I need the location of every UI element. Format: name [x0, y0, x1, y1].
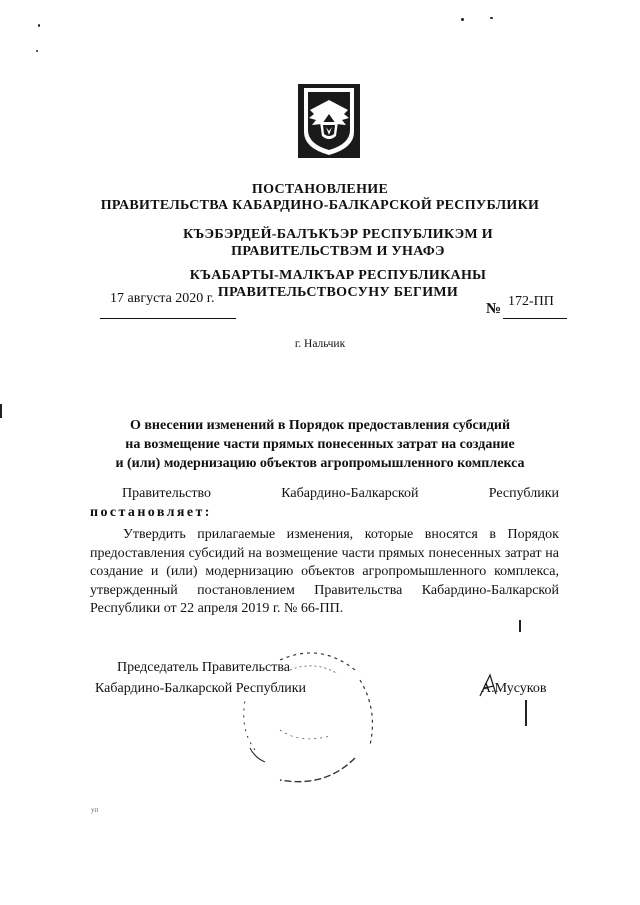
government-line: [122, 486, 559, 502]
title-line-3: и (или) модернизацию объектов агропромышленного комплекса: [115, 456, 525, 471]
document-date: 17 августа 2020 г.: [110, 291, 215, 306]
title-line-1: О внесении изменений в Порядок предоставления субсидий: [129, 418, 511, 433]
scan-speck: [0, 404, 2, 418]
gov-word-1: Правительство: [122, 486, 211, 501]
gov-word-3: Республики: [488, 486, 559, 501]
authority-kabardian: КЪЭБЭРДЕЙ-БАЛЪКЪЭР РЕСПУБЛИКЭМ И ПРАВИТЕЛЬСТВЭМ И УНАФЭ: [183, 227, 493, 259]
scan-speck: [38, 24, 40, 27]
coat-of-arms-emblem: [298, 84, 360, 158]
margin-mark: [519, 620, 521, 632]
footer-note: уп: [91, 806, 99, 814]
scan-speck: [36, 50, 38, 52]
margin-mark: [525, 700, 527, 726]
gov-word-2: Кабардино-Балкарской: [281, 486, 419, 501]
scan-speck: [490, 17, 493, 19]
title-line-2: на возмещение части прямых понесенных затрат на создание: [125, 437, 515, 452]
body-paragraph: Утвердить прилагаемые изменения, которые вносятся в Порядок предоставления субсидий на возмещение части прямых понесенных затрат на создание и (или) модернизацию объектов агропромышленного комплекса, утвержденный постановлением Правительства Кабардино-Балкарской Республики от 22 апреля 2019 г. № 66-ПП.: [90, 527, 559, 616]
number-underline: [503, 318, 567, 319]
decree-word: постановляет:: [90, 505, 212, 520]
signer-position-line-2: Кабардино-Балкарской Республики: [95, 681, 306, 696]
number-sign: №: [486, 301, 502, 317]
place-of-issue: г. Нальчик: [294, 338, 346, 350]
document-type: ПОСТАНОВЛЕНИЕ: [251, 182, 389, 197]
date-underline: [100, 318, 236, 319]
authority-russian: ПРАВИТЕЛЬСТВА КАБАРДИНО-БАЛКАРСКОЙ РЕСПУБЛИКИ: [100, 198, 540, 213]
scan-speck: [461, 18, 464, 21]
signer-position-line-1: Председатель Правительства: [117, 660, 290, 675]
signer-name: А.Мусуков: [481, 681, 547, 696]
authority-karachay-balkar: КЪАБАРТЫ-МАЛКЪАР РЕСПУБЛИКАНЫ ПРАВИТЕЛЬСТВОСУНУ БЕГИМИ: [189, 268, 487, 300]
document-number: 172-ПП: [508, 294, 554, 309]
